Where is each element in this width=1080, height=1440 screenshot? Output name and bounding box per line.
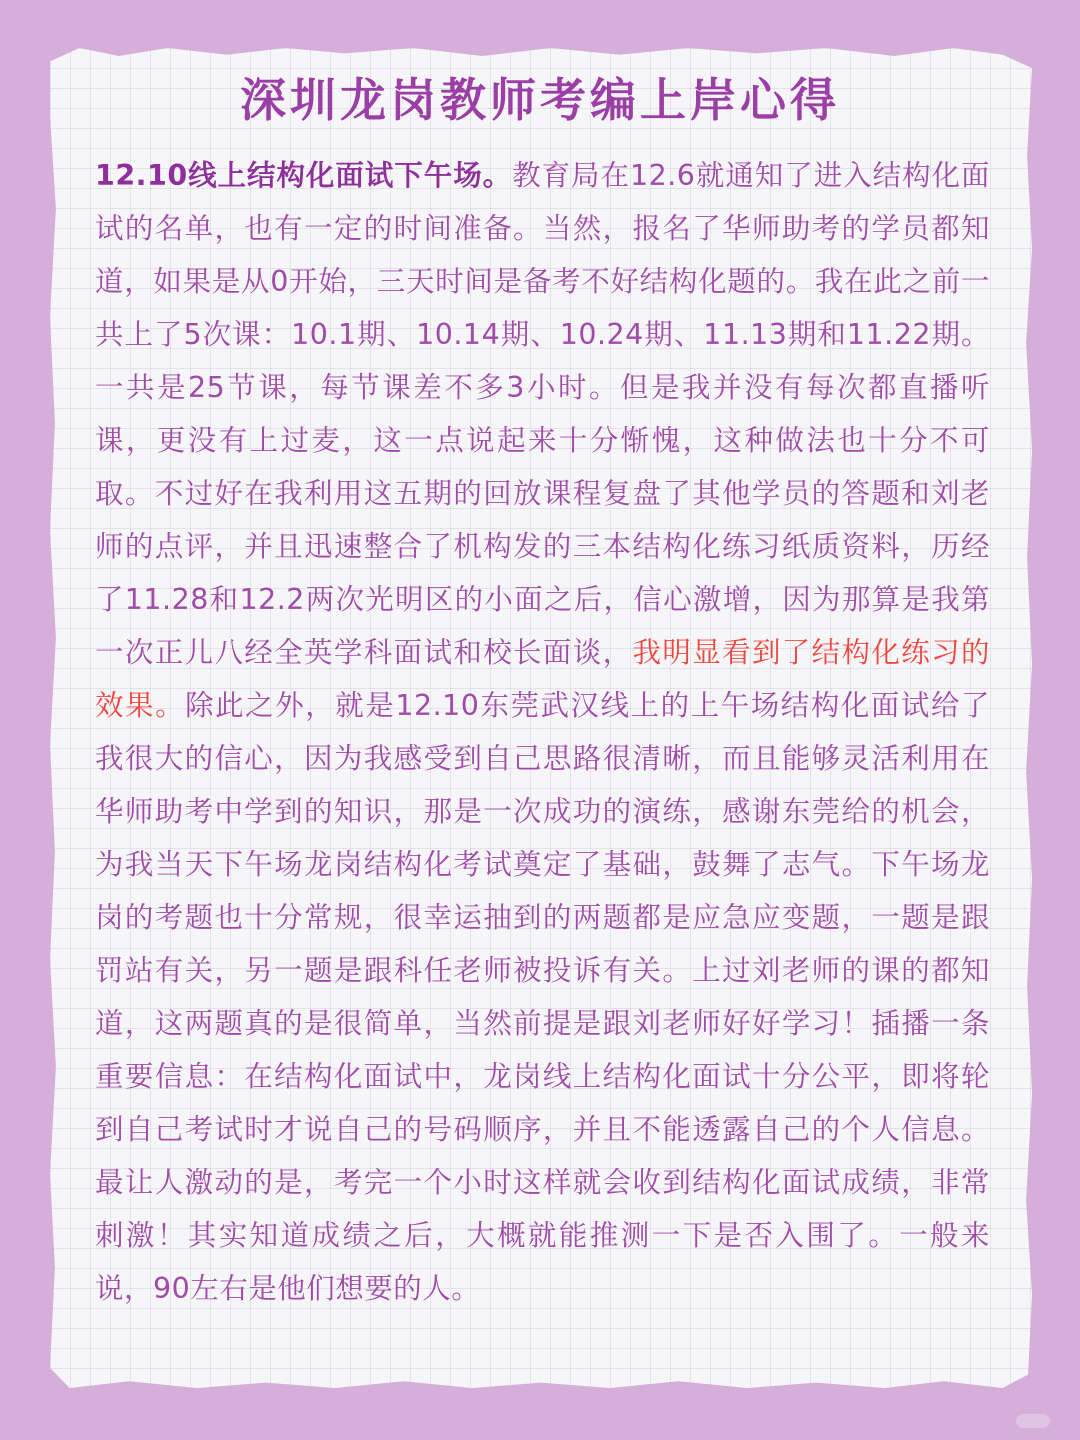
article-paragraph [95, 149, 990, 1315]
watermark-mark [1016, 1414, 1050, 1428]
page-title: 深圳龙岗教师考编上岸心得 [240, 73, 840, 127]
paragraph-text-part1: 教育局在12.6就通知了进入结构化面试的名单，也有一定的时间准备。当然，报名了华师助考的学员都知道，如果是从0开始，三天时间是备考不好结构化题的。我在此之前一共上了5次课：10.1期、10.14期、10.24期、11.13期和11.22期。一共是25节课，每节课差不多3小时。但是我并没有每次都直播听课，更没有上过麦，这一点说起来十分惭愧，这种做法也十分不可取。不过好在我利用这五期的回放课程复盘了其他学员的答题和刘老师的点评，并且迅速整合了机构发的三本结构化练习纸质资料，历经了11.28和12.2两次光明区的小面之后，信心激增，因为那算是我第一次正儿八经全英学科面试和校长面谈， [95, 159, 990, 669]
lead-sentence: 12.10线上结构化面试下午场。 [95, 159, 513, 192]
highlighted-sentence: 我明显看到了结构化练习的效果。 [95, 636, 990, 722]
paragraph-text-part2: 除此之外，就是12.10东莞武汉线上的上午场结构化面试给了我很大的信心，因为我感受到自己思路很清晰，而且能够灵活利用在华师助考中学到的知识，那是一次成功的演练，感谢东莞给的机会，为我当天下午场龙岗结构化考试奠定了基础，鼓舞了志气。下午场龙岗的考题也十分常规，很幸运抽到的两题都是应急应变题，一题是跟罚站有关，另一题是跟科任老师被投诉有关。上过刘老师的课的都知道，这两题真的是很简单，当然前提是跟刘老师好好学习！插播一条重要信息：在结构化面试中，龙岗线上结构化面试十分公平，即将轮到自己考试时才说自己的号码顺序，并且不能透露自己的个人信息。最让人激动的是，考完一个小时这样就会收到结构化面试成绩，非常刺激！其实知道成绩之后，大概就能推测一下是否入围了。一般来说，90左右是他们想要的人。 [95, 689, 990, 1305]
